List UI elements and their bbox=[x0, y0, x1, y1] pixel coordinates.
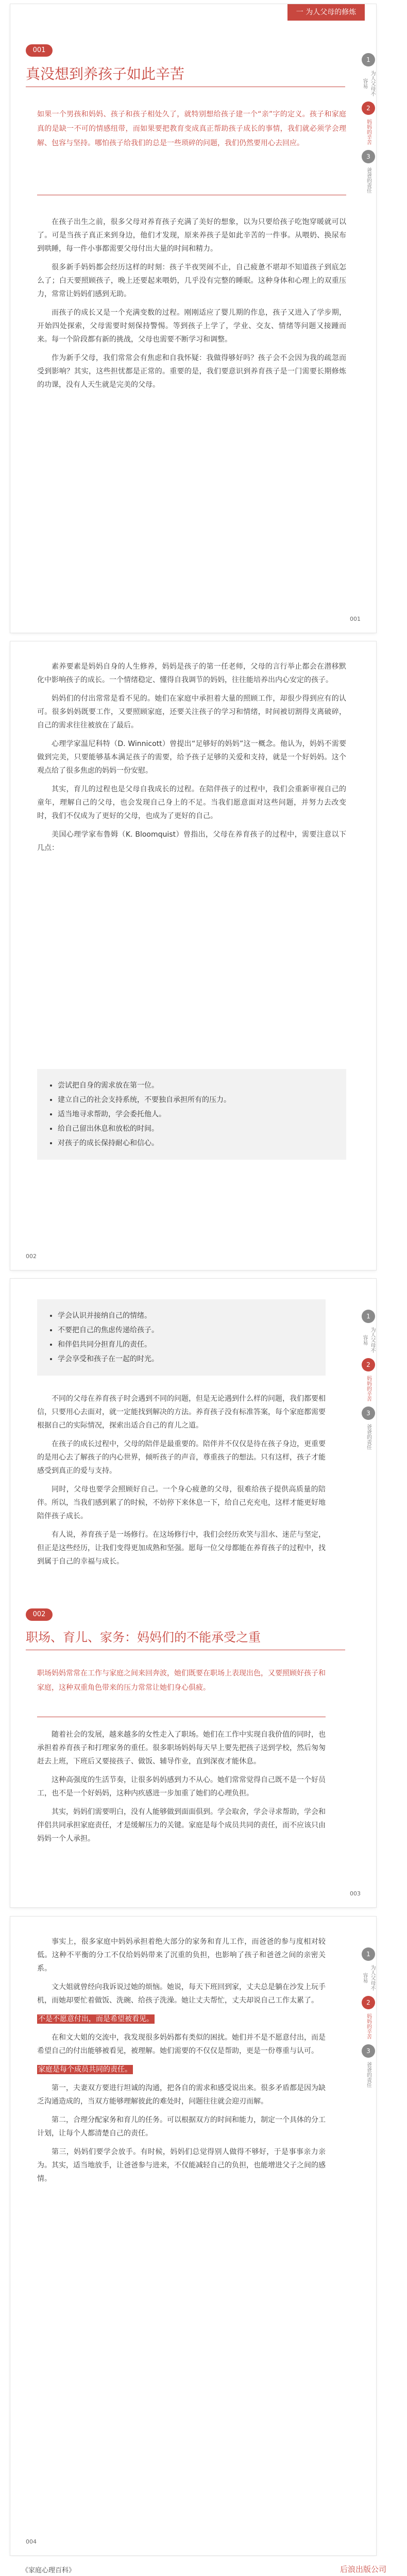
side-nav-label: 为人父母不容易 bbox=[362, 1327, 375, 1353]
tip-item: • 尝试把自身的需求放在第一位。 bbox=[58, 1078, 334, 1093]
page-number: 001 bbox=[350, 616, 361, 622]
side-nav-label: 为人父母不容易 bbox=[362, 1965, 375, 1991]
body-paragraph: 有人说，养育孩子是一场修行。在这场修行中，我们会经历欢笑与泪水、迷茫与坚定，但正是这些经历，让我们变得更加成熟和坚强。愿每一位父母都能在养育孩子的过程中，找到属于自己的幸福与成长。 bbox=[37, 1531, 326, 1566]
body-paragraph: 其实，妈妈们需要明白，没有人能够做到面面俱到。学会取舍，学会寻求帮助，学会和伴侣共同承担家庭责任，才是缓解压力的关键。家庭是每个成员共同的责任，而不应该只由妈妈一个人承担。 bbox=[37, 1808, 326, 1843]
book-page-1 bbox=[10, 4, 376, 633]
tips-box bbox=[37, 1069, 346, 1160]
chapter-side-nav[interactable] bbox=[360, 53, 376, 198]
page-number: 002 bbox=[26, 1253, 37, 1260]
highlighted-text: 不是不愿意付出，而是希望被看见。 bbox=[38, 2015, 154, 2023]
body-paragraph: 在和文大姐的交流中，我发现很多妈妈都有类似的困扰。她们并不是不愿意付出，而是希望自己的付出能够被看见，被理解。她们需要的不仅仅是帮助，更是一份尊重与认可。 bbox=[37, 2033, 326, 2055]
book-page-3 bbox=[10, 1279, 376, 1907]
body-paragraph: 其实，育儿的过程也是父母自我成长的过程。在陪伴孩子的过程中，我们会重新审视自己的童年，理解自己的父母，也会发现自己身上的不足。当我们愿意面对这些问题，并努力去改变时，我们不仅成为了更好的父母，也成为了更好的自己。 bbox=[37, 785, 346, 820]
side-nav-item-2[interactable] bbox=[360, 1358, 376, 1402]
side-nav-label: 爸爸的责任 bbox=[365, 1424, 371, 1450]
side-nav-item-3[interactable] bbox=[360, 150, 376, 194]
side-nav-number: 1 bbox=[362, 1947, 375, 1961]
chapter-side-nav[interactable] bbox=[360, 1947, 376, 2093]
tip-item: • 不要把自己的焦虑传递给孩子。 bbox=[58, 1323, 313, 1337]
body-paragraph: 在孩子出生之前，很多父母对养育孩子充满了美好的想象，以为只要给孩子吃饱穿暖就可以了。可是当孩子真正来到身边，他们才发现，原来养孩子是如此辛苦的一件事。从喂奶、换尿布到哄睡，每一件小事都需要父母付出大量的时间和精力。 bbox=[37, 218, 346, 253]
tip-item: • 给自己留出休息和放松的时间。 bbox=[58, 1122, 334, 1136]
side-nav-item-3[interactable] bbox=[360, 1406, 376, 1451]
section-intro: 如果一个男孩和妈妈、孩子和孩子相处久了，就特别想给孩子建一个“亲”字的定义。孩子和家庭真的是缺一不可的情感纽带，而如果要把教育变成真正帮助孩子成长的事情，我们就必须学会理解、包容与坚持。哪怕孩子给我们的总是一些琐碎的问题，我们仍然要用心去回应。 bbox=[37, 110, 346, 147]
side-nav-number: 1 bbox=[362, 53, 375, 66]
side-nav-item-1[interactable] bbox=[360, 53, 376, 97]
side-nav-label: 爸爸的责任 bbox=[365, 167, 371, 193]
book-page-2 bbox=[10, 641, 376, 1270]
tip-item: • 学会认识并接纳自己的情绪。 bbox=[58, 1309, 313, 1323]
side-nav-item-2[interactable] bbox=[360, 1996, 376, 2040]
body-paragraph: 事实上，很多家庭中妈妈承担着绝大部分的家务和育儿工作，而爸爸的参与度相对较低。这种不平衡的分工不仅给妈妈带来了沉重的负担，也影响了孩子和爸爸之间的亲密关系。 bbox=[37, 1938, 326, 1973]
highlighted-text: 家庭是每个成员共同的责任。 bbox=[38, 2065, 132, 2074]
tip-item: • 和伴侣共同分担育儿的责任。 bbox=[58, 1337, 313, 1352]
body-paragraph: 不同的父母在养育孩子时会遇到不同的问题，但是无论遇到什么样的问题，我们都要相信，只要用心去面对，就一定能找到解决的方法。养育孩子没有标准答案，每个家庭都需要根据自己的实际情况，探索出适合自己的育儿之道。 bbox=[37, 1395, 326, 1430]
body-paragraph: 文大姐就曾经向我诉说过她的烦恼。她说，每天下班回到家，丈夫总是躺在沙发上玩手机，而她却要忙着做饭、洗碗、给孩子洗澡。她让丈夫帮忙，丈夫却说自己工作太累了。 bbox=[37, 1983, 326, 2005]
side-nav-number: 2 bbox=[362, 1358, 375, 1371]
body-paragraph: 这种高强度的生活节奏，让很多妈妈感到力不从心。她们常常觉得自己既不是一个好员工，也不是一个好妈妈，这种内疚感进一步加重了她们的心理负担。 bbox=[37, 1776, 326, 1798]
tip-item: • 建立自己的社会支持系统，不要独自承担所有的压力。 bbox=[58, 1093, 334, 1107]
side-nav-item-2[interactable] bbox=[360, 101, 376, 146]
highlight-line bbox=[37, 2063, 326, 2076]
body-paragraph: 美国心理学家布鲁姆（K. Bloomquist）曾指出，父母在养育孩子的过程中，需要注意以下几点： bbox=[37, 831, 346, 852]
body-paragraph: 同时，父母也要学会照顾好自己。一个身心疲惫的父母，很难给孩子提供高质量的陪伴。所以，当我们感到累了的时候，不妨停下来休息一下，给自己充充电，这样才能更好地陪伴孩子成长。 bbox=[37, 1485, 326, 1520]
side-nav-number: 2 bbox=[362, 1996, 375, 2009]
body-paragraph: 心理学家温尼科特（D. Winnicott）曾提出“足够好的妈妈”这一概念。他认为，妈妈不需要做到完美，只要能够基本满足孩子的需要，给予孩子足够的关爱和支持，就是一个好妈妈。这个观点给了很多焦虑的妈妈一份安慰。 bbox=[37, 740, 346, 775]
chapter-side-nav[interactable] bbox=[360, 1310, 376, 1455]
tip-item: • 对孩子的成长保持耐心和信心。 bbox=[58, 1136, 334, 1150]
book-title: 《家庭心理百科》 bbox=[22, 2567, 76, 2574]
body-paragraph: 素养要素是妈妈自身的人生修养，妈妈是孩子的第一任老师，父母的言行举止都会在潜移默化中影响孩子的成长。一个情绪稳定、懂得自我调节的妈妈，往往能培养出内心安定的孩子。 bbox=[37, 663, 346, 684]
side-nav-item-3[interactable] bbox=[360, 2044, 376, 2089]
section-title: 职场、育儿、家务：妈妈们的不能承受之重 bbox=[26, 1630, 261, 1645]
body-paragraph: 随着社会的发展，越来越多的女性走入了职场。她们在工作中实现自我价值的同时，也承担着养育孩子和打理家务的重任。很多职场妈妈每天早上要先把孩子送到学校，然后匆匆赶去上班，下班后又要接孩子、做饭、辅导作业，直到深夜才能休息。 bbox=[37, 1731, 326, 1766]
body-paragraph: 很多新手妈妈都会经历这样的时刻：孩子半夜哭闹不止，自己疲惫不堪却不知道孩子到底怎么了；白天要照顾孩子，晚上还要起来喂奶，几乎没有完整的睡眠。这种身体和心理上的双重压力，常常让妈妈们感到无助。 bbox=[37, 263, 346, 298]
page-number: 003 bbox=[350, 1890, 361, 1897]
side-nav-item-1[interactable] bbox=[360, 1310, 376, 1354]
side-nav-label: 妈妈的辛苦 bbox=[365, 2013, 371, 2039]
side-nav-label: 为人父母不容易 bbox=[362, 71, 375, 96]
chapter-ribbon: 一 为人父母的修炼 bbox=[287, 4, 365, 21]
section-body bbox=[37, 1392, 326, 1573]
section-body bbox=[37, 660, 346, 860]
side-nav-label: 爸爸的责任 bbox=[365, 2062, 371, 2088]
side-nav-item-1[interactable] bbox=[360, 1947, 376, 1992]
section-badge: 002 bbox=[26, 1608, 53, 1621]
section-intro: 职场妈妈常常在工作与家庭之间来回奔波，她们既要在职场上表现出色，又要照顾好孩子和家庭，这种双重角色带来的压力常常让她们身心俱疲。 bbox=[37, 1669, 326, 1692]
side-nav-number: 3 bbox=[362, 2044, 375, 2058]
tip-item: • 学会享受和孩子在一起的时光。 bbox=[58, 1352, 313, 1366]
side-nav-number: 1 bbox=[362, 1310, 375, 1323]
book-page-4 bbox=[10, 1917, 376, 2555]
body-paragraph: 而孩子的成长又是一个充满变数的过程。刚刚适应了婴儿期的作息，孩子又进入了学步期，开始四处探索，父母需要时刻保持警惕。等到孩子上学了，学业、交友、情绪等问题又接踵而来。每一个阶段都有新的挑战，父母也需要不断学习和调整。 bbox=[37, 309, 346, 344]
publisher-logo: 后浪出版公司 bbox=[340, 2565, 386, 2574]
section-body bbox=[37, 1935, 326, 2191]
side-nav-label: 妈妈的辛苦 bbox=[365, 1376, 371, 1401]
body-paragraph: 作为新手父母，我们常常会有焦虑和自我怀疑：我做得够好吗？孩子会不会因为我的疏忽而受到影响？其实，这些担忧都是正常的。重要的是，我们要意识到养育孩子是一门需要长期修炼的功课，没有人天生就是完美的父母。 bbox=[37, 354, 346, 389]
body-paragraph: 第二，合理分配家务和育儿的任务。可以根据双方的时间和能力，制定一个具体的分工计划，让每个人都清楚自己的责任。 bbox=[37, 2116, 326, 2138]
side-nav-number: 3 bbox=[362, 1406, 375, 1420]
tip-item: • 适当地寻求帮助，学会委托他人。 bbox=[58, 1107, 334, 1122]
section-body bbox=[37, 1728, 326, 1851]
body-paragraph: 在孩子的成长过程中，父母的陪伴是最重要的。陪伴并不仅仅是待在孩子身边，更重要的是用心去了解孩子的内心世界，倾听孩子的声音，尊重孩子的想法。只有这样，孩子才能感受到真正的爱与支持。 bbox=[37, 1440, 326, 1475]
bottom-bar bbox=[0, 2556, 407, 2576]
highlight-line bbox=[37, 2012, 326, 2026]
section-badge: 001 bbox=[26, 44, 53, 57]
body-paragraph: 第三，妈妈们要学会放手。有时候，妈妈们总觉得别人做得不够好，于是事事亲力亲为。其实，适当地放手，让爸爸参与进来，不仅能减轻自己的负担，也能增进父子之间的感情。 bbox=[37, 2148, 326, 2183]
section-body bbox=[37, 215, 346, 397]
body-paragraph: 第一，夫妻双方要进行坦诚的沟通，把各自的需求和感受说出来。很多矛盾都是因为缺乏沟通造成的，当双方能够理解彼此的难处时，问题往往就会迎刃而解。 bbox=[37, 2084, 326, 2106]
tips-box bbox=[37, 1299, 326, 1376]
side-nav-number: 3 bbox=[362, 150, 375, 163]
body-paragraph: 妈妈们的付出常常是看不见的。她们在家庭中承担着大量的照顾工作，却很少得到应有的认可。很多妈妈既要工作，又要照顾家庭，还要关注孩子的学习和情绪，时间被切割得支离破碎，自己的需求往往被放在了最后。 bbox=[37, 694, 346, 730]
side-nav-number: 2 bbox=[362, 101, 375, 115]
page-number: 004 bbox=[26, 2538, 37, 2545]
side-nav-label: 妈妈的辛苦 bbox=[365, 119, 371, 145]
section-title: 真没想到养孩子如此辛苦 bbox=[26, 65, 185, 82]
